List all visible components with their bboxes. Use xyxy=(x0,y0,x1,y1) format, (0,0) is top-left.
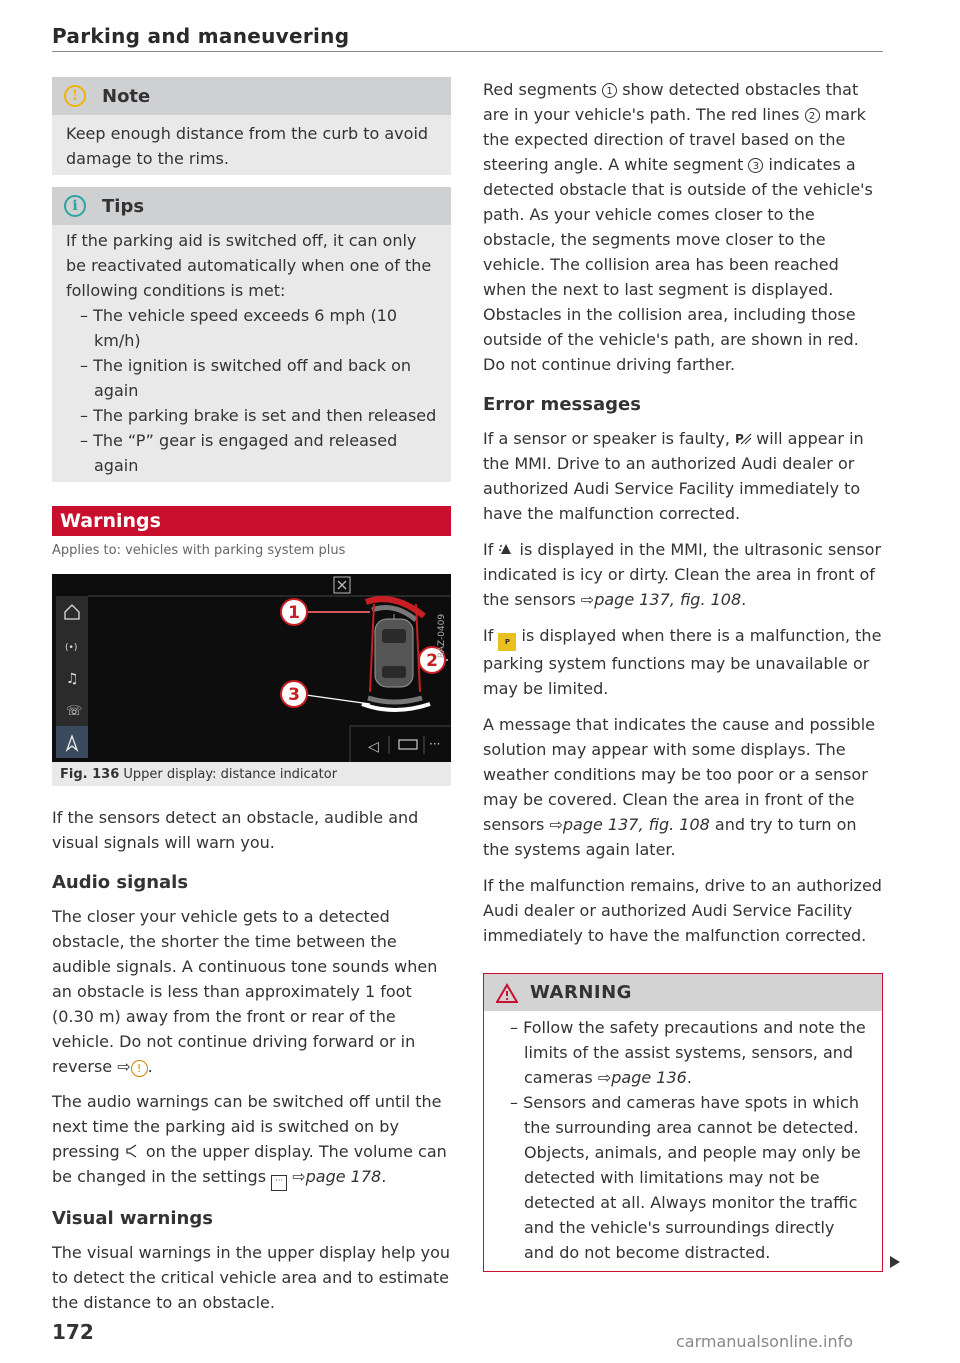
radio-icon xyxy=(65,643,77,653)
p1-d: indicates a detected obstacle that is outside of the vehicle's path. As your vehicle comes closer to the obstacle, the segments move closer to the vehicle. The collision area has been reached when the next to last segment is displayed. Obstacles in the collision area, including those outside of the vehicle's path, are shown in red. Do not continue driving farther. xyxy=(483,155,873,374)
exclamation-circle-icon: ! xyxy=(64,85,86,107)
page-ref-arrow: ⇨ xyxy=(580,590,595,609)
page-136-link[interactable]: page 136 xyxy=(611,1068,687,1087)
figure-caption xyxy=(52,762,451,786)
error-paragraph-5: If the malfunction remains, drive to an authorized Audi dealer or authorized Audi Service Facility immediately to have the malfunction corrected. xyxy=(483,876,882,945)
settings-icon: ··· xyxy=(271,1175,287,1191)
warnings-section-title: Warnings xyxy=(60,510,161,532)
tips-box-body xyxy=(52,225,451,482)
audio-p1-text: The closer your vehicle gets to a detected obstacle, the shorter the time between the audible signals. A continuous tone sounds when an obstacle is less than approximately 1 foot (0.30 m) away from the front or rear of the vehicle. Do not continue driving forward or in reverse xyxy=(52,907,438,1076)
figure-caption-text: Upper display: distance indicator xyxy=(123,767,338,782)
callout-ref-2: 2 xyxy=(805,108,820,123)
page-178-link[interactable]: page 178 xyxy=(305,1167,382,1186)
warnings-intro: If the sensors detect an obstacle, audible and visual signals will warn you. xyxy=(52,808,419,852)
svg-text:1: 1 xyxy=(288,603,300,623)
p3-a: If xyxy=(483,540,494,559)
note-box-header xyxy=(52,77,451,115)
callout-ref-3: 3 xyxy=(748,158,763,173)
tips-box xyxy=(52,187,451,482)
page-header-title: Parking and maneuvering xyxy=(52,24,350,48)
warning-box-body xyxy=(484,1011,882,1271)
p2-b: will appear in the MMI. Drive to an authorized Audi dealer or authorized Audi Service Facility immediately to have the malfunction corrected. xyxy=(483,429,864,523)
svg-text:2: 2 xyxy=(426,651,438,671)
continue-arrow-icon xyxy=(890,1256,900,1268)
error-paragraph-3 xyxy=(483,623,883,701)
callout-1 xyxy=(281,599,307,625)
svg-text:(•): (•) xyxy=(65,643,78,653)
error-messages-heading: Error messages xyxy=(483,394,641,415)
tips-item: – The parking brake is set and then released xyxy=(80,406,437,425)
page-137-link[interactable]: page 137, fig. 108 xyxy=(594,590,742,609)
note-heading: Note xyxy=(102,85,151,107)
more-icon xyxy=(429,737,440,751)
warning-item-1: – Follow the safety precautions and note the limits of the assist systems, sensors, and cameras ⇨page 136. xyxy=(510,1018,866,1087)
tips-box-header xyxy=(52,187,451,225)
note-text: Keep enough distance from the curb to avoid damage to the rims. xyxy=(66,124,429,168)
parking-warning-badge-icon: P xyxy=(498,633,516,651)
phone-icon xyxy=(66,704,82,719)
page-number: 172 xyxy=(52,1320,94,1344)
warning-item-1-text: – Follow the safety precautions and note the limits of the assist systems, sensors, and cameras xyxy=(510,1018,866,1087)
warning-reference-icon: ! xyxy=(131,1060,148,1077)
audio-signals-heading: Audio signals xyxy=(52,872,189,893)
svg-text:♫: ♫ xyxy=(66,671,79,687)
warning-item-2: – Sensors and cameras have spots in which the surrounding area cannot be detected. Objects, animals, and people may only be detected with limitations may not be detected at all. Always monitor the traffic and the vehicle's surroundings directly and do not become distracted. xyxy=(510,1093,861,1262)
svg-text:P: P xyxy=(735,432,744,446)
p4-b: is displayed when there is a malfunction, the parking system functions may be unavailable or may be limited. xyxy=(483,626,882,698)
sensor-dirty-icon xyxy=(498,539,514,555)
svg-text:☏: ☏ xyxy=(66,704,83,719)
tips-item: – The ignition is switched off and back on again xyxy=(80,356,412,400)
p5-end: and try to turn on the systems again later. xyxy=(483,815,857,859)
music-icon xyxy=(66,671,79,687)
warning-triangle-icon xyxy=(496,983,518,1003)
warnings-section-bar xyxy=(52,506,451,536)
audio-signals-paragraph-2: The audio warnings can be switched off until the next time the parking aid is switched on by pressing on the upper display. The volume can be changed in the settings ··· ⇨page 178. xyxy=(52,1089,452,1191)
mute-icon xyxy=(368,739,379,755)
audio-signals-paragraph-1: The closer your vehicle gets to a detected obstacle, the shorter the time between the audible signals. A continuous tone sounds when an obstacle is less than approximately 1 foot (0.30 m) away from the front or rear of the vehicle. Do not continue driving forward or in reverse ⇨ ! . xyxy=(52,907,438,1076)
applies-to-text: Applies to: vehicles with parking system plus xyxy=(52,543,346,558)
error-paragraph-1 xyxy=(483,426,883,526)
distance-indicator-screen xyxy=(52,574,451,762)
tips-intro: If the parking aid is switched off, it can only be reactivated automatically when one of the following conditions is met: xyxy=(66,231,432,300)
page-137-link-2[interactable]: page 137, fig. 108 xyxy=(562,815,710,834)
watermark: carmanualsonline.info xyxy=(676,1332,854,1351)
figure-136 xyxy=(52,574,451,786)
svg-text:3: 3 xyxy=(288,685,300,705)
tips-item: – The vehicle speed exceeds 6 mph (10 km/h) xyxy=(80,306,398,350)
figure-label: Fig. 136 xyxy=(60,767,120,782)
visual-warnings-paragraph: The visual warnings in the upper display help you to detect the critical vehicle area and to estimate the distance to an obstacle. xyxy=(52,1243,451,1312)
audio-p2-text-a: The audio warnings can be switched off until the next time the parking aid is switched on by pressing xyxy=(52,1092,442,1161)
error-paragraph-4 xyxy=(483,712,883,862)
warning-box-header xyxy=(484,974,882,1011)
warning-heading: WARNING xyxy=(530,982,632,1003)
p1-a: Red segments xyxy=(483,80,597,99)
tips-item: – The “P” gear is engaged and released again xyxy=(80,431,398,475)
note-box xyxy=(52,77,451,175)
p3-b: is displayed in the MMI, the ultrasonic sensor indicated is icy or dirty. Clean the area in front of the sensors xyxy=(483,540,882,609)
note-box-body xyxy=(52,115,451,175)
p4-a: If xyxy=(483,626,494,645)
info-circle-icon: i xyxy=(64,195,86,217)
p5-text: A message that indicates the cause and possible solution may appear with some displays. The weather conditions may be too poor or a sensor may be covered. Clean the area in front of the sensors xyxy=(483,715,875,834)
visual-warnings-heading: Visual warnings xyxy=(52,1208,213,1229)
tips-heading: Tips xyxy=(102,195,145,217)
parking-fault-icon xyxy=(735,428,751,444)
right-column xyxy=(483,77,883,1272)
warning-box xyxy=(483,973,883,1272)
callout-ref-1: 1 xyxy=(602,83,617,98)
left-column xyxy=(52,77,452,1315)
warning-reference-arrow[interactable]: ⇨ xyxy=(117,1057,131,1076)
mute-icon xyxy=(125,1141,141,1157)
header-divider xyxy=(52,51,883,52)
audio-p2-text-b: on the upper display. The volume can be changed in the settings xyxy=(52,1142,447,1186)
page-ref-arrow: ⇨ xyxy=(292,1167,306,1186)
svg-text:···: ··· xyxy=(429,737,441,751)
segments-paragraph xyxy=(483,77,883,377)
error-paragraph-2: If is displayed in the MMI, the ultrasonic sensor indicated is icy or dirty. Clean the area in front of the sensors ⇨page 137, fig. 108. xyxy=(483,540,882,609)
p1-c: mark the expected direction of travel based on the steering angle. A white segment xyxy=(483,105,866,174)
p2-a: If a sensor or speaker is faulty, xyxy=(483,429,730,448)
page-ref-arrow: ⇨ xyxy=(549,815,563,834)
figure-code: RAZ-0409 xyxy=(437,613,447,659)
callout-3 xyxy=(281,681,307,707)
p1-b: show detected obstacles that are in your vehicle's path. The red lines xyxy=(483,80,859,124)
svg-text:◁: ◁ xyxy=(368,739,379,755)
page-ref-arrow: ⇨ xyxy=(597,1068,612,1087)
